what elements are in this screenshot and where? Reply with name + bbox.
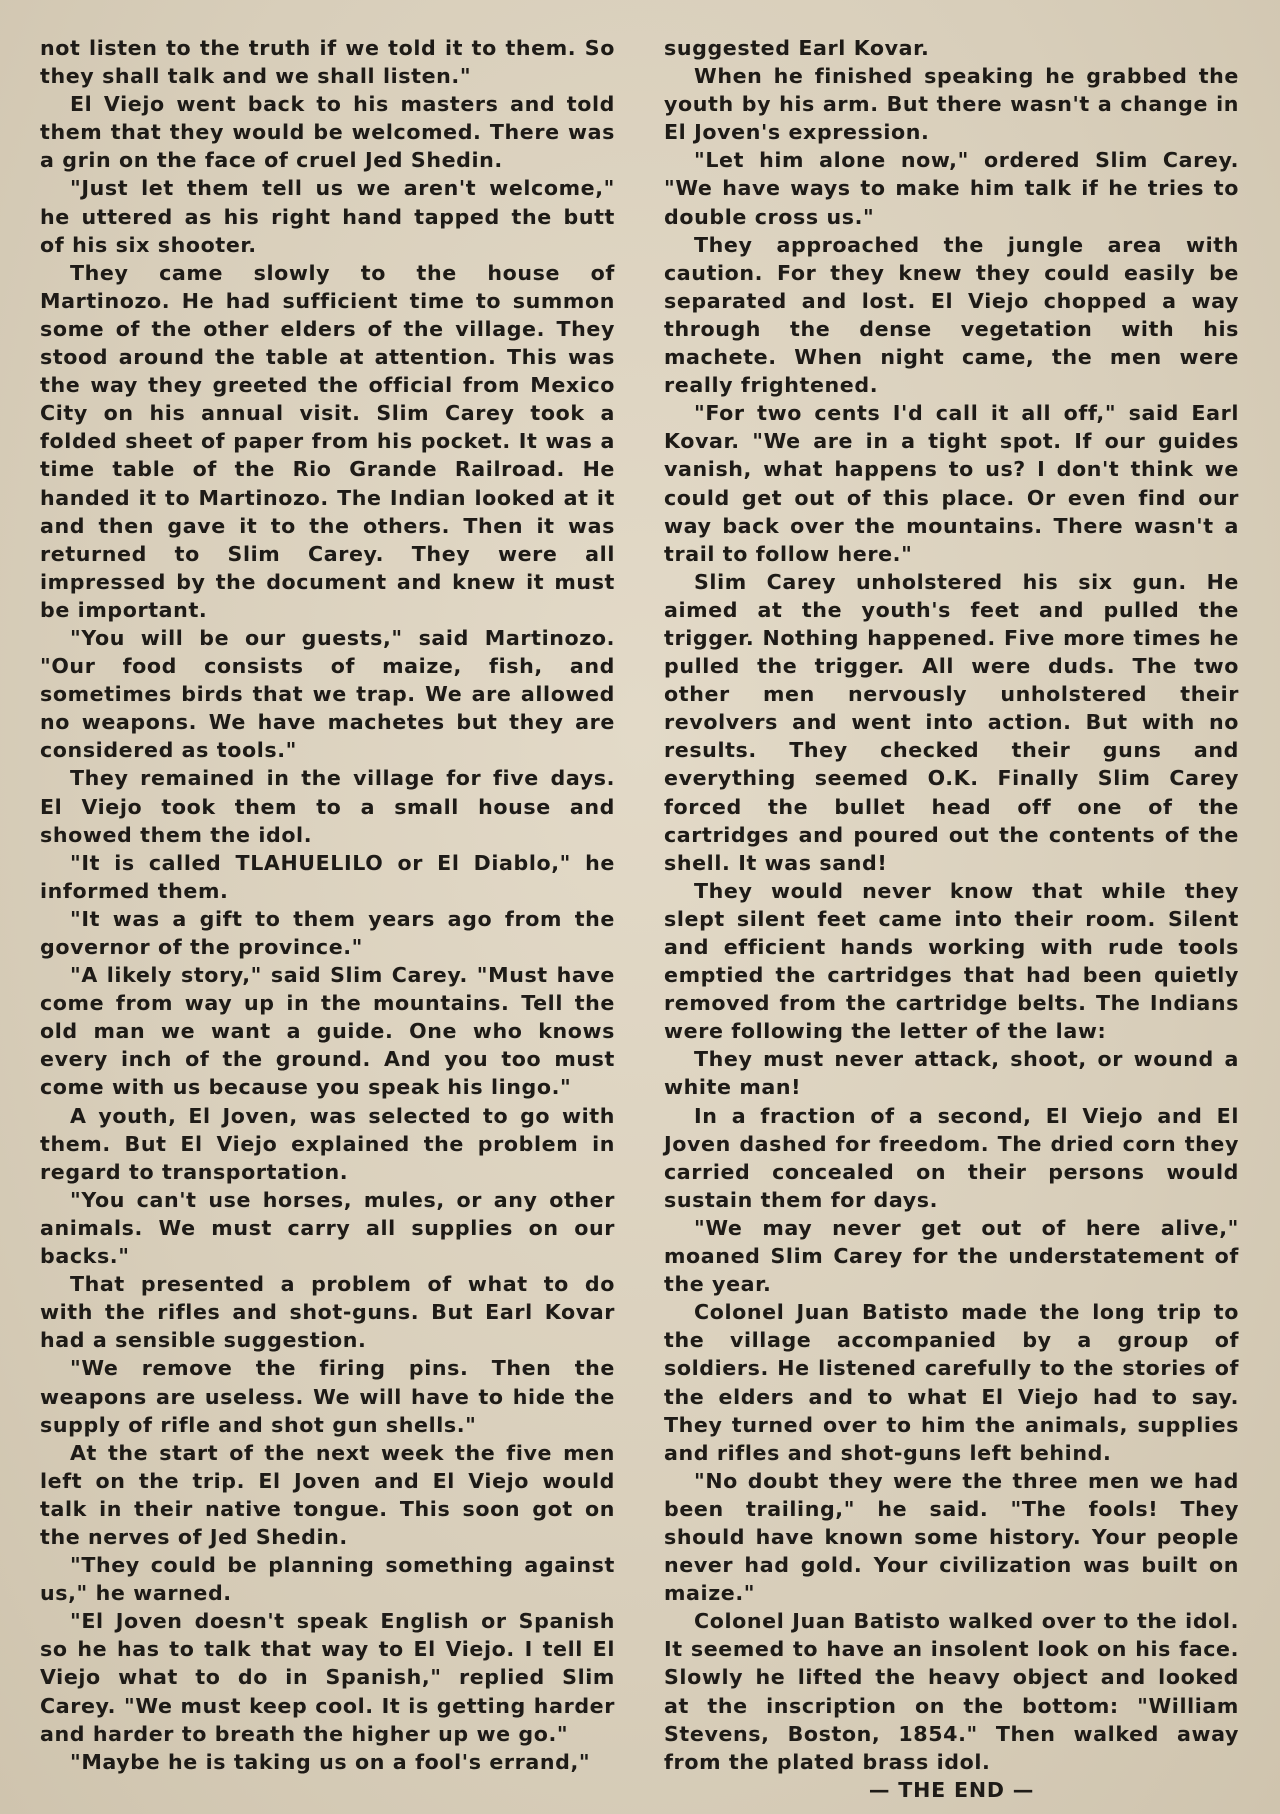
paragraph: That presented a problem of what to do with the rifles and shot-guns. But Earl Kovar had a sensible suggestion. bbox=[40, 1272, 615, 1353]
paragraph: Colonel Juan Batisto made the long trip to the village accompanied by a group of soldiers. He listened carefully to the stories of the elders and to what El Viejo had to say. They turned over to him the animals, supplies and rifles and shot-guns left behind. bbox=[664, 1300, 1239, 1465]
paragraph: They must never attack, shoot, or wound a white man! bbox=[664, 1047, 1239, 1100]
paragraph: "We may never get out of here alive," moaned Slim Carey for the understatement of the year. bbox=[664, 1215, 1239, 1297]
paragraph: "You can't use horses, mules, or any other animals. We must carry all supplies on our backs." bbox=[40, 1187, 615, 1269]
paragraph: At the start of the next week the five men left on the trip. El Joven and El Viejo would talk in their native tongue. This soon got on the nerves of Jed Shedin. bbox=[40, 1440, 615, 1549]
paragraph: "It was a gift to them years ago from the governor of the province." bbox=[40, 906, 615, 959]
right-text-column bbox=[664, 34, 1239, 1804]
left-text-column bbox=[40, 34, 615, 1776]
paragraph: "A likely story," said Slim Carey. "Must have come from way up in the mountains. Tell the old man we want a guide. One who knows every inch of the ground. And you too must come with us because you speak his lingo." bbox=[40, 963, 615, 1100]
paragraph: They remained in the village for five days. El Viejo took them to a small house and showed them the idol. bbox=[40, 766, 615, 847]
paragraph: "No doubt they were the three men we had been trailing," he said. "The fools! They should have known some history. Your people never had gold. Your civilization was built on maize." bbox=[664, 1468, 1239, 1606]
the-end-marker: — THE END — bbox=[868, 1777, 1035, 1802]
paragraph: Slim Carey unholstered his six gun. He aimed at the youth's feet and pulled the trigger. Nothing happened. Five more times he pulled the trigger. All were duds. The two other men nervously unholstered their revolvers and went into action. But with no results. They checked their guns and everything seemed O.K. Finally Slim Carey forced the bullet head off one of the cartridges and poured out the contents of the shell. It was sand! bbox=[664, 569, 1239, 875]
paragraph: They approached the jungle area with caution. For they knew they could easily be separated and lost. El Viejo chopped a way through the dense vegetation with his machete. When night came, the men were really frightened. bbox=[664, 232, 1239, 398]
paragraph: "They could be planning something against us," he warned. bbox=[40, 1553, 615, 1606]
paragraph: "Just let them tell us we aren't welcome," he uttered as his right hand tapped the butt of his six shooter. bbox=[40, 176, 615, 257]
paragraph: They came slowly to the house of Martinozo. He had sufficient time to summon some of the other elders of the village. They stood around the table at attention. This was the way they greeted the official from Mexico City on his annual visit. Slim Carey took a folded sheet of paper from his pocket. It was a time table of the Rio Grande Railroad. He handed it to Martinozo. The Indian looked at it and then gave it to the others. Then it was returned to Slim Carey. They were all impressed by the document and knew it must be important. bbox=[40, 260, 615, 622]
paragraph: In a fraction of a second, El Viejo and El Joven dashed for freedom. The dried corn they carried concealed on their persons would sustain them for days. bbox=[664, 1103, 1239, 1212]
paragraph: El Viejo went back to his masters and told them that they would be welcomed. There was a grin on the face of cruel Jed Shedin. bbox=[40, 92, 615, 173]
paragraph: not listen to the truth if we told it to them. So they shall talk and we shall listen." bbox=[40, 36, 615, 89]
paragraph: "We remove the firing pins. Then the weapons are useless. We will have to hide the supply of rifle and shot gun shells." bbox=[40, 1356, 615, 1437]
paragraph: "Maybe he is taking us on a fool's errand," bbox=[70, 1749, 591, 1774]
paragraph: Colonel Juan Batisto walked over to the idol. It seemed to have an insolent look on his face. Slowly he lifted the heavy object and looked at the inscription on the bottom: "William Stevens, Boston, 1854." Then walked away from the plated brass idol. bbox=[664, 1609, 1239, 1774]
paragraph: When he finished speaking he grabbed the youth by his arm. But there wasn't a change in El Joven's expression. bbox=[664, 64, 1239, 145]
paragraph: A youth, El Joven, was selected to go with them. But El Viejo explained the problem in regard to transportation. bbox=[40, 1103, 615, 1184]
paragraph: "You will be our guests," said Martinozo. "Our food consists of maize, fish, and sometimes birds that we trap. We are allowed no weapons. We have machetes but they are considered as tools." bbox=[40, 625, 615, 763]
paragraph: "El Joven doesn't speak English or Spanish so he has to talk that way to El Viejo. I tell El Viejo what to do in Spanish," replied Slim Carey. "We must keep cool. It is getting harder and harder to breath the higher up we go." bbox=[40, 1609, 615, 1746]
paragraph: suggested Earl Kovar. bbox=[664, 36, 930, 60]
paragraph: "Let him alone now," ordered Slim Carey. "We have ways to make him talk if he tries to double cross us." bbox=[664, 148, 1239, 229]
paragraph: They would never know that while they slept silent feet came into their room. Silent and efficient hands working with rude tools emptied the cartridges that had been quietly removed from the cartridge belts. The Indians were following the letter of the law: bbox=[664, 878, 1239, 1044]
paragraph: "It is called TLAHUELILO or El Diablo," he informed them. bbox=[40, 850, 615, 903]
paragraph: "For two cents I'd call it all off," said Earl Kovar. "We are in a tight spot. If our guides vanish, what happens to us? I don't think we could get out of this place. Or even find our way back over the mountains. There wasn't a trail to follow here." bbox=[664, 401, 1239, 566]
